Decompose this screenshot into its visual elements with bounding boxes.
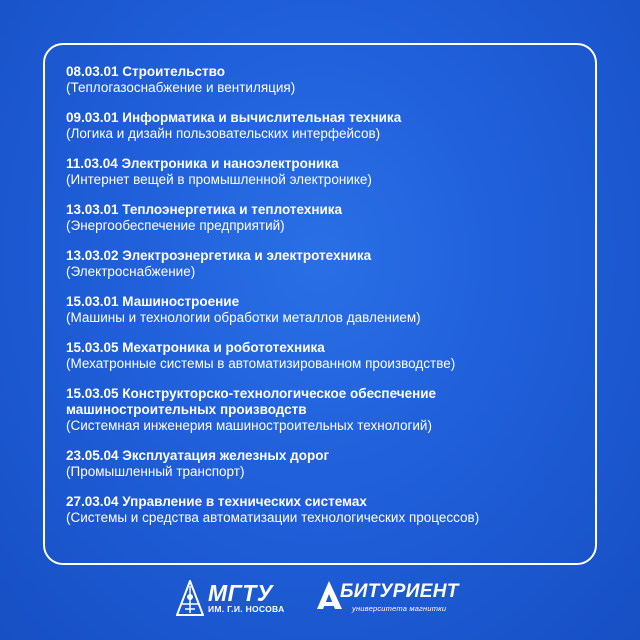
list-item bbox=[66, 494, 586, 526]
program-subtitle: (Машины и технологии обработки металлов давлением) bbox=[66, 310, 421, 325]
program-title: 08.03.01 Строительство bbox=[66, 64, 225, 79]
list-item bbox=[66, 64, 586, 96]
program-title: 15.03.05 Мехатроника и робототехника bbox=[66, 340, 325, 355]
program-subtitle: (Теплогазоснабжение и вентиляция) bbox=[66, 80, 296, 95]
list-item bbox=[66, 248, 586, 280]
program-subtitle: (Энергообеспечение предприятий) bbox=[66, 218, 285, 233]
program-title: 09.03.01 Информатика и вычислительная техника bbox=[66, 110, 402, 125]
list-item bbox=[66, 110, 586, 142]
program-title: 13.03.01 Теплоэнергетика и теплотехника bbox=[66, 202, 343, 217]
programs-list bbox=[66, 64, 586, 540]
program-title: 23.05.04 Эксплуатация железных дорог bbox=[66, 448, 330, 463]
program-subtitle: (Электроснабжение) bbox=[66, 264, 196, 279]
mgtu-subtitle: ИМ. Г.И. НОСОВА bbox=[208, 604, 285, 614]
program-subtitle: (Промышленный транспорт) bbox=[66, 464, 245, 479]
list-item bbox=[66, 386, 586, 434]
program-title: 13.03.02 Электроэнергетика и электротехника bbox=[66, 248, 372, 263]
mgtu-name: МГТУ bbox=[208, 580, 273, 606]
mgtu-logo bbox=[176, 578, 306, 618]
mgtu-emblem-icon bbox=[176, 580, 204, 616]
program-title: 11.03.04 Электроника и наноэлектроника bbox=[66, 156, 339, 171]
program-subtitle: (Логика и дизайн пользовательских интерфейсов) bbox=[66, 126, 381, 141]
abiturient-logo bbox=[316, 578, 466, 618]
footer-logos bbox=[0, 578, 640, 618]
abiturient-subtitle: университета магнитки bbox=[352, 604, 447, 613]
program-subtitle: (Интернет вещей в промышленной электронике) bbox=[66, 172, 372, 187]
program-title: 15.03.01 Машиностроение bbox=[66, 294, 240, 309]
list-item bbox=[66, 156, 586, 188]
list-item bbox=[66, 202, 586, 234]
list-item bbox=[66, 340, 586, 372]
program-title: 27.03.04 Управление в технических системах bbox=[66, 494, 367, 509]
list-item bbox=[66, 294, 586, 326]
program-title: 15.03.05 Конструкторско-технологическое обеспечение машиностроительных производств bbox=[66, 386, 437, 417]
list-item bbox=[66, 448, 586, 480]
program-subtitle: (Системная инженерия машиностроительных технологий) bbox=[66, 418, 432, 433]
program-subtitle: (Мехатронные системы в автоматизированном производстве) bbox=[66, 356, 456, 371]
abiturient-name: БИТУРИЕНТ bbox=[340, 581, 459, 602]
program-subtitle: (Системы и средства автоматизации технологических процессов) bbox=[66, 510, 480, 525]
